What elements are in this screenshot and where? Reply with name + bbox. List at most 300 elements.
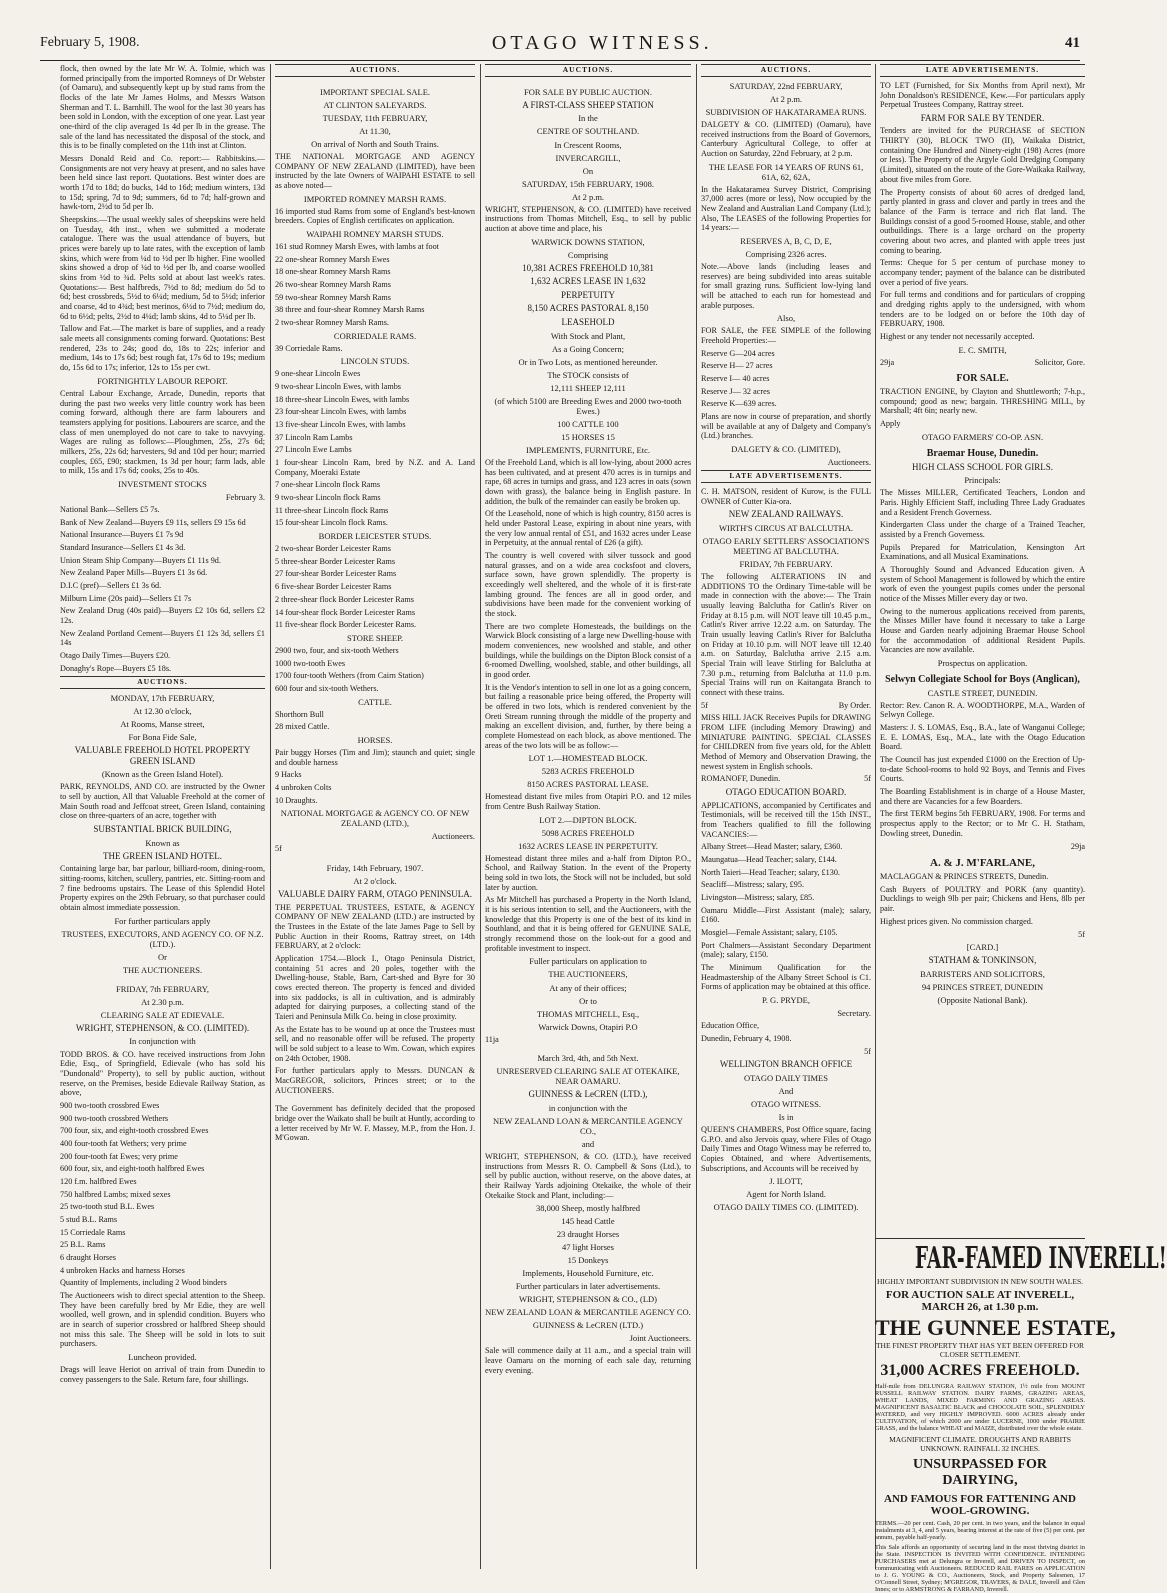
ad-body: The Misses MILLER, Certificated Teachers, London and Paris. Highly Efficient Staff, including Three Lady Graduates and a Resident French Governess. [880, 488, 1085, 517]
ad-body: For full terms and conditions and for particulars of cropping and dredging rights apply to the undersigned, with whom tenders are to be lodged on or before the 10th day of FEBRUARY, 1908. [880, 290, 1085, 329]
ad-signature: Solicitor, Gore. [1034, 357, 1085, 367]
ad-subhead: WAIPAHI ROMNEY MARSH STUDS. [306, 228, 444, 239]
stock-quote: D.I.C (pref)—Sellers £1 3s 6d. [60, 580, 162, 590]
ad-line: WRIGHT, STEPHENSON, & CO. (LIMITED). [75, 1022, 250, 1033]
list-item: 9 two-shear Lincoln flock Rams [275, 493, 381, 503]
for-sale-heading: FOR SALE. [956, 373, 1009, 385]
ad-line: In the [578, 113, 598, 124]
list-item: 1000 two-tooth Ewes [275, 658, 346, 668]
list-item: 4 unbroken Hacks and harness Horses [60, 1265, 185, 1275]
ad-line: At 12.30 o'clock, [133, 706, 192, 717]
ad-body: The Minimum Qualification for the Headmastership of the Albany Street School is C1. Forms of application may be obtained at this office. [701, 963, 871, 992]
list-item: 23 four-shear Lincoln Ewes, with lambs [275, 407, 407, 417]
ad-subhead: BORDER LEICESTER STUDS. [318, 531, 432, 542]
list-item: 25 B.L. Rams [60, 1240, 106, 1250]
list-item: 18 three-shear Lincoln Ewes, with lambs [275, 394, 410, 404]
ad-ref: 5f [275, 844, 282, 854]
ad-line: At 2.30 p.m. [141, 996, 184, 1007]
column-rule [270, 64, 271, 1569]
ad-body: For further particulars apply to Messrs. DUNCAN & MacGREGOR, solicitors, Princes street; or to the AUCTIONEERS. [275, 1066, 475, 1095]
ad-line: SATURDAY, 22nd FEBRUARY, [729, 80, 843, 91]
ad-line: PERPETUITY [561, 289, 615, 300]
ad-line: STATHAM & TONKINSON, [928, 955, 1037, 966]
ad-line: (of which 5100 are Breeding Ewes and 2000 two-tooth Ewes.) [494, 395, 682, 416]
ad-body: APPLICATIONS, accompanied by Certificates and Testimonials, will be received till the 15th INST., from Teachers qualified to fill the following VACANCIES:— [701, 800, 871, 839]
school-title: Braemar House, Dunedin. [926, 447, 1039, 459]
ad-line: LOT 2.—DIPTON BLOCK. [539, 814, 637, 825]
ad-body: The Property consists of about 60 acres of dredged land, partly planted in grass and clover and partly in trees and the balance of the Farm is terrace and rich flat land. The Buildings consist of a good 5-roomed House, stable, and other outbuildings. There is a large orchard on the property covering about two acres, and planted with apple trees just coming to bearing. [880, 187, 1085, 255]
ad-line: BARRISTERS AND SOLICITORS, [920, 968, 1045, 979]
ad-line: 12,111 SHEEP 12,111 [550, 382, 626, 393]
ad-body: MISS HILL JACK Receives Pupils for DRAWING FROM LIFE (including Memory Drawing) and MINIATURE PAINTING. SPECIAL CLASSES for CHILDREN from five years old, for the Ablett Method of Memory and Observation Drawing, the newest system in English schools. [701, 713, 871, 771]
article-paragraph: Central Labour Exchange, Arcade, Dunedin, reports that during the past two weeks very little country work has been coming forward, although there are farm labourers and teamsters applying for positions. Labourers are scarce, and the class of men unemployed do not care to take to navvying. Wages are ruling as follows:—Ploughmen, 25s, 27s 6d; milkers, 25s, 22s 6d; harvesters, 9d and 10d per hour; married couples, £65, £90; stackmen, 1s 3d per hour; farm lads, able to milk, 15s and 17s 6d; cooks, 25s to 40s. [60, 388, 265, 476]
ad-line: (Known as the Green Island Hotel). [101, 769, 224, 780]
ad-body: Note.—Above lands (including leases and reserves) are being subdivided into areas suitable for small grazing runs. Sufficient low-lying land will be attached to each run for homestead and arable purposes. [701, 262, 871, 310]
ad-body: Application 1754.—Block I., Otago Peninsula District, containing 51 acres and 20 poles, together with the Dwelling-house, Stable, Barn, Cart-shed and Byre for 30 cows erected thereon. The property is fenced and divided into six paddocks, is all in cultivation, and is admirably adapted for dairying purposes, a collecting stand of the Taieri and Peninsula Milk Co. being in close proximity. [275, 954, 475, 1022]
list-item: North Taieri—Head Teacher; salary, £130. [701, 867, 840, 877]
list-item: 25 two-tooth stud B.L. Ewes [60, 1202, 155, 1212]
ad-line: At 2 o'clock. [353, 876, 397, 887]
list-item: 145 head Cattle [561, 1216, 615, 1227]
list-item: 2 two-shear Romney Marsh Rams. [275, 318, 389, 328]
ad-subhead: IMPORTED ROMNEY MARSH RAMS. [303, 193, 447, 204]
acreage: 31,000 ACRES FREEHOLD. [880, 1361, 1080, 1379]
ad-line: 15 HORSES 15 [561, 431, 615, 442]
article-paragraph: Tallow and Fat.—The market is bare of supplies, and a ready sale meets all consignments coming forward. Quotations: Best rendered, 23s to 24s; good do, 18s to 22s; inferior and medium, 14s to 17s 6d; best rough fat, 17s 6d to 19s; medium do, 15s 6d to 17s; inferior, 12s to 15s per cwt. [60, 324, 265, 373]
ad-line: (Opposite National Bank). [937, 994, 1028, 1005]
list-item: Mosgiel—Female Assistant; salary, £105. [701, 928, 838, 938]
ad-line: Prospectus on application. [937, 657, 1028, 668]
ad-line: RESERVES A, B, C, D, E, [740, 235, 832, 246]
list-item: 39 Corriedale Rams. [275, 343, 343, 353]
stock-quote: New Zealand Paper Mills—Buyers £1 3s 6d. [60, 568, 208, 578]
ad-line: NATIONAL MORTGAGE & AGENCY CO. OF NEW ZEALAND (LTD.), [280, 808, 470, 829]
ad-body: Highest or any tender not necessarily accepted. [880, 331, 1035, 341]
ad-line: J. ILOTT, [769, 1176, 803, 1187]
ad-line: With Stock and Plant, [550, 330, 626, 341]
ad-body: Containing large bar, bar parlour, billiard-room, dining-room, sitting-rooms, kitchen, scullery, pantries, etc. Sitting-room and 7 fine bedrooms upstairs. The Lease of this Splendid Hotel Property expires on the 29th February, so that purchaser could obtain almost immediate possession. [60, 864, 265, 913]
ad-body: PARK, REYNOLDS, AND CO. are instructed by the Owner to sell by auction, All that Valuable Freehold at the corner of Main South road and Jeffcoat street, Green Island, containing close on three-quarters of an acre, together with [60, 782, 265, 821]
list-item: Reserve I— 40 acres [701, 374, 770, 384]
ad-line: P. G. PRYDE, [762, 995, 810, 1006]
list-item: 9 one-shear Lincoln Ewes [275, 369, 361, 379]
ad-body: Drags will leave Heriot on arrival of train from Dunedin to convey passengers to the Sale. Return fare, four shillings. [60, 1364, 265, 1384]
ad-line: LOT 1.—HOMESTEAD BLOCK. [528, 753, 648, 764]
ad-body: TRACTION ENGINE, by Clayton and Shuttleworth; 7-h.p., compound; good as new; bargain. THRESHING MILL, by Marshall; 4ft 6in; nearly new. [880, 387, 1085, 416]
ad-line: FOR SALE BY PUBLIC AUCTION. [524, 86, 652, 97]
ad-body: C. H. MATSON, resident of Kurow, is the FULL OWNER of Cutter Kia-ora. [701, 486, 871, 506]
list-item: 11 five-shear flock Border Leicester Rams. [275, 620, 417, 630]
ad-body: Cash Buyers of POULTRY and PORK (any quantity). Ducklings to weigh 9lb per pair; Chickens and Hens, 8lb per pair. [880, 884, 1085, 914]
ad-line: 94 PRINCES STREET, DUNEDIN [921, 981, 1044, 992]
ad-line: SUBDIVISION OF HAKATARAMEA RUNS. [705, 106, 867, 117]
ad-line: Comprising 2326 acres. [745, 248, 827, 259]
ad-body: TO LET (Furnished, for Six Months from April next), Mr John Donaldson's RESIDENCE, Kew.—For particulars apply Perpetual Trustees Company, Rattray street. [880, 80, 1085, 110]
list-item: 9 two-shear Lincoln Ewes, with lambs [275, 382, 401, 392]
ad-ref: 5f [1078, 929, 1085, 939]
ad-ref: 5f [864, 774, 871, 784]
list-item: 7 one-shear Lincoln flock Rams [275, 480, 381, 490]
ad-line: 100 CATTLE 100 [557, 418, 619, 429]
column-2 [275, 64, 475, 1564]
ad-line: WARWICK DOWNS STATION, [531, 236, 645, 247]
ad-line: Luncheon provided. [128, 1351, 197, 1362]
ad-line: March 3rd, 4th, and 5th Next. [537, 1053, 639, 1064]
ad-subhead: LINCOLN STUDS. [340, 356, 410, 367]
stock-quote: New Zealand Drug (40s paid)—Buyers £2 10s 6d, sellers £2 12s. [60, 606, 265, 625]
ad-line: For Bona Fide Sale, [128, 732, 197, 743]
ad-line: CENTRE OF SOUTHLAND. [536, 126, 640, 137]
ad-line: INVERCARGILL, [555, 152, 621, 163]
ad-line: FRIDAY, 7th FEBRUARY, [116, 983, 209, 994]
list-item: Albany Street—Head Master; salary, £360. [701, 842, 843, 852]
list-item: 900 two-tooth crossbred Ewes [60, 1100, 160, 1110]
ad-line: Or to [579, 995, 597, 1006]
ad-body: In the Hakataramea Survey District, Comprising 37,000 acres (more or less), Now occupied by the New Zealand and Australian Land Company (Ltd.); Also, The LEASES of the following Properties for 14 years:— [701, 184, 871, 233]
ad-line: AT CLINTON SALEYARDS. [323, 99, 427, 110]
ad-line: in conjunction with the [548, 1102, 628, 1113]
ad-line: NEW ZEALAND LOAN & MERCANTILE AGENCY CO., [493, 1115, 683, 1136]
ad-body: Highest prices given. No commission charged. [880, 916, 1033, 926]
inverell-advert [875, 1238, 1167, 1593]
ad-body: FOR SALE, the FEE SIMPLE of the following Freehold Properties:— [701, 326, 871, 346]
ad-signature: ROMANOFF, Dunedin. [701, 774, 781, 784]
ad-line: Also, [776, 313, 796, 324]
list-item: Maungatua—Head Teacher; salary, £144. [701, 855, 837, 865]
column-4 [701, 64, 871, 1564]
ad-line: FRIDAY, 7th FEBRUARY. [739, 558, 833, 569]
ad-line: THE LEASE FOR 14 YEARS OF RUNS 61, 61A, 62, 62A, [708, 161, 864, 182]
ad-body: There are two complete Homesteads, the buildings on the Warwick Block consisting of a large new Dwelling-house with modern conveniences, new woolshed and stable, and other buildings, while the buildings on the Dipton Block consist of a 6-roomed Dwelling, woolshed, stable, and other buildings, all in good order. [485, 621, 691, 679]
list-item: Oamaru Middle—First Assistant (male); salary, £160. [701, 905, 871, 925]
ad-body: Rector: Rev. Canon R. A. WOODTHORPE, M.A., Warden of Selwyn College. [880, 700, 1085, 720]
ad-line: The STOCK consists of [547, 369, 629, 380]
ad-line: 1,632 ACRES LEASE IN 1,632 [530, 276, 646, 287]
ad-line: 5283 ACRES FREEHOLD [541, 766, 635, 777]
ad-line: For further particulars apply [114, 915, 211, 926]
ad-body: Plans are now in course of preparation, and shortly will be available at any of Dalgety and Company's (Ltd.) branches. [701, 412, 871, 441]
ad-line: At any of their offices; [549, 982, 627, 993]
ad-line: OTAGO DAILY TIMES CO. (LIMITED). [713, 1202, 859, 1213]
column-3 [485, 64, 691, 1564]
ad-body: Homestead distant five miles from Otapiri P.O. and 12 miles from Centre Bush Railway Station. [485, 792, 691, 812]
ad-subhead: STORE SHEEP. [346, 632, 404, 643]
ad-line: and [581, 1138, 595, 1149]
inspection-text: This Sale affords an opportunity of securing land in the most thriving district in the State. INSPECTION IS INVITED WITH CONFIDENCE. INTENDING PURCHASERS met at Delungra or Inverell, and DRIVEN TO INSPECT, on communicating with Auctioneers. REDUCED RAIL FARES on APPLICATION to J. G. YOUNG & CO., Auctioneers, Stock, and Property Salesmen, 17 O'Connell Street, Sydney; M'GREGOR, TRAVERS, & DALE, Inverell and Glen Innes; or to ARMSTRONG & FARRAND, Inverell. [875, 1543, 1085, 1593]
list-item: 15 four-shear Lincoln flock Rams. [275, 518, 388, 528]
ad-line: Further particulars in later advertisements. [515, 1281, 661, 1292]
ad-body: Pupils Prepared for Matriculation, Kensington Art Examinations, and all Musical Examinations. [880, 542, 1085, 562]
masthead-rule [40, 60, 1080, 61]
advert-headline: FAR-FAMED INVERELL! [914, 1241, 1167, 1276]
auctions-heading: AUCTIONS. [701, 64, 871, 77]
ad-line: At Rooms, Manse street, [120, 719, 205, 730]
ad-line: A FIRST-CLASS SHEEP STATION [522, 99, 654, 110]
ad-body: The first TERM begins 5th FEBRUARY, 1908. For terms and prospectus apply to the Rector; or to Mr C. H. Statham, Dowling street, Dunedin. [880, 809, 1085, 838]
list-item: 15 Donkeys [567, 1255, 609, 1266]
list-item: 14 four-shear flock Border Leicester Rams [275, 607, 416, 617]
ad-body: THE NATIONAL MORTGAGE AND AGENCY COMPANY OF NEW ZEALAND (LIMITED), have been instructed by the late Owners of WAIPAHI ESTATE to sell as above noted— [275, 151, 475, 190]
ad-line: IMPLEMENTS, FURNITURE, Etc. [526, 444, 650, 455]
ad-line: MONDAY, 17th FEBRUARY, [110, 693, 215, 704]
ad-line: HIGH CLASS SCHOOL FOR GIRLS. [912, 461, 1053, 472]
list-item: 4 unbroken Colts [275, 782, 332, 792]
ad-body: A Thoroughly Sound and Advanced Education given. A system of School Management is followed by which the entire work of even the youngest pupils comes under the personal notice of the Misses Miller every day or two. [880, 564, 1085, 603]
list-item: Reserve G—204 acres [701, 348, 775, 358]
list-item: 9 Hacks [275, 770, 302, 780]
list-item: Reserve K—639 acres. [701, 399, 777, 409]
ad-signature: By Order. [838, 700, 871, 710]
ad-line: NEW ZEALAND LOAN & MERCANTILE AGENCY CO. [485, 1307, 691, 1318]
section-heading: INVESTMENT STOCKS [118, 478, 207, 489]
list-item: 28 mixed Cattle. [275, 722, 330, 732]
ad-ref: 11ja [485, 1034, 499, 1044]
column-1 [60, 64, 265, 1564]
ad-body: WRIGHT, STEPHENSON, & CO. (LTD.), have received instructions from Messrs R. O. Campbell & Sons (Ltd.), to sell by public auction, without reserve, on the above dates, at their Railway Yards adjoining Otekaike, the whole of their Otekaike Stock and Plant, including:— [485, 1151, 691, 1200]
ad-line: OTAGO EDUCATION BOARD. [725, 787, 847, 798]
dairying-line: UNSURPASSED FOR DAIRYING, [913, 1456, 1047, 1488]
ad-line: 8,150 ACRES PASTORAL 8,150 [527, 303, 649, 314]
ad-line: 10,381 ACRES FREEHOLD 10,381 [522, 262, 654, 273]
list-item: Implements, Household Furniture, etc. [522, 1268, 654, 1279]
ad-line: Auctioneers. [431, 831, 475, 842]
ad-footer [701, 701, 871, 711]
list-item: 161 stud Romney Marsh Ewes, with lambs at foot [275, 241, 439, 251]
list-item: 10 Draughts. [275, 795, 318, 805]
stock-list [60, 1101, 265, 1288]
list-item: Reserve H— 27 acres [701, 361, 773, 371]
list-item: 13 five-shear Lincoln Ewes, with lambs [275, 420, 406, 430]
advert-sale-line: FOR AUCTION SALE AT INVERELL, MARCH 26, at 1.30 p.m. [885, 1288, 1075, 1313]
list-item: 600 four, six, and eight-tooth halfbred Ewes [60, 1164, 205, 1174]
ad-line: THE AUCTIONEERS. [122, 964, 203, 975]
ad-line: Or [158, 951, 167, 962]
ad-line: TUESDAY, 11th FEBRUARY, [322, 112, 428, 123]
ad-body: Kindergarten Class under the charge of a Trained Teacher, assisted by a French Governess. [880, 520, 1085, 539]
ad-body: As the Estate has to be wound up at once the Trustees must sell, and no reasonable offer will be refused. The property will be sold subject to a lease to Wm. Cowan, which expires on 24th October, 1908. [275, 1024, 475, 1063]
column-rule [696, 64, 697, 1569]
ad-line: Auctioneers. [827, 457, 871, 468]
list-item: 11 three-shear Lincoln flock Rams [275, 505, 389, 515]
list-item: 120 f.m. halfbred Ewes [60, 1176, 137, 1186]
list-item: 2900 two, four, and six-tooth Wethers [275, 645, 399, 655]
ad-line: Fuller particulars on application to [529, 956, 647, 967]
article-paragraph: Messrs Donald Reid and Co. report:— Rabbitskins.—Consignments are not very heavy at present, and no sales have been held since last report. Quotations. Best winter does are worth 17d to 18d; do bucks, 14d to 16d; medium winters, 13d to 15d; spring, 7d to 9d; summers, 6d to 7d; half-grown and hawk-torn, 2½d to 5d per lb. [60, 154, 265, 212]
fattening-line: AND FAMOUS FOR FATTENING AND WOOL-GROWING. [884, 1492, 1076, 1517]
ad-line: In conjunction with [129, 1036, 196, 1047]
ad-subhead: CORRIEDALE RAMS. [333, 330, 417, 341]
ad-line: At 2 p.m. [769, 93, 803, 104]
ad-body: It is the Vendor's intention to sell in one lot as a going concern, but failing a reasonable price being offered, the Property will be offered in two lots, which is rendered convenient by the Oreti Stream running through the middle of the property and making an excellent division, and, further, by there being a complete Homestead on each block, as above mentioned. The areas of the two lots will be as follow:— [485, 682, 691, 750]
list-item: Livingston—Mistress; salary, £85. [701, 893, 815, 903]
ad-ref: 5f [864, 1046, 871, 1056]
ad-line: On [582, 165, 594, 176]
list-item: 700 four, six, and eight-tooth crossbred Ewes [60, 1126, 209, 1136]
ad-line: CLEARING SALE AT EDIEVALE. [100, 1009, 225, 1020]
list-item: 6 five-shear Border Leicester Rams [275, 582, 392, 592]
list-item: 200 four-tooth fat Ewes; very prime [60, 1151, 178, 1161]
ad-line: SATURDAY, 15th FEBRUARY, 1908. [521, 178, 655, 189]
ad-line: Joint Auctioneers. [629, 1333, 691, 1344]
list-item: 400 four-tooth fat Wethers; very prime [60, 1138, 187, 1148]
ad-line: OTAGO WITNESS. [751, 1098, 821, 1109]
list-item: 6 draught Horses [60, 1252, 116, 1262]
ad-line: In Crescent Rooms, [554, 139, 622, 150]
ad-line: DALGETY & CO. (LIMITED), [731, 444, 841, 455]
ad-line: WELLINGTON BRANCH OFFICE [719, 1059, 853, 1070]
ad-line: [CARD.] [966, 942, 999, 953]
list-item: 47 light Horses [562, 1242, 614, 1253]
ad-line: CASTLE STREET, DUNEDIN. [927, 687, 1038, 698]
list-item: 750 halfbred Lambs; mixed sexes [60, 1189, 171, 1199]
ad-line: IMPORTANT SPECIAL SALE. [319, 86, 431, 97]
stock-quote: Donaghy's Rope—Buyers £5 18s. [60, 663, 172, 673]
ad-body: Sale will commence daily at 11 a.m., and a special train will leave Oamaru on the morning of each sale day, returning every evening. [485, 1346, 691, 1375]
ad-line: LEASEHOLD [561, 317, 615, 328]
ad-line: TRUSTEES, EXECUTORS, AND AGENCY CO. OF N.Z. (LTD.). [61, 928, 264, 949]
list-item: 38,000 Sheep, mostly halfbred [535, 1203, 641, 1214]
stock-quote: New Zealand Portland Cement—Buyers £1 12s 3d, sellers £1 14s [60, 628, 265, 648]
ad-line: Dunedin, February 4, 1908. [701, 1033, 792, 1043]
column-5 [880, 64, 1085, 1229]
list-item: 15 Corriedale Rams [60, 1227, 126, 1237]
auctions-heading: AUCTIONS. [275, 64, 475, 77]
ad-line: Known as [145, 837, 180, 848]
stock-quote: Bank of New Zealand—Buyers £9 11s, sellers £9 15s 6d [60, 517, 246, 527]
page-number: 41 [1064, 34, 1080, 51]
climate-line: MAGNIFICENT CLIMATE. DROUGHTS AND RABBITS UNKNOWN. RAINFALL 32 INCHES. [889, 1434, 1071, 1453]
list-item: 26 two-shear Romney Marsh Rams [275, 280, 391, 289]
ad-subhead: CATTLE. [358, 696, 392, 707]
ad-body: DALGETY & CO. (LIMITED) (Oamaru), have received instructions from the Board of Governors, Canterbury Agricultural College, to offer at Auction on Saturday, 22nd February, at 2 p.m. [701, 119, 871, 158]
ad-body: Tenders are invited for the PURCHASE of SECTION THIRTY (30), BLOCK TWO (II), Waikaka District, containing One Hundred and Ninety-eight (198) Acres (more or less). The Property of the Argyle Gold Dredging Company (Limited), situated on the route of the Gore-Waikaka Railway, about five miles from Gore. [880, 126, 1085, 184]
estate-subtitle: THE FINEST PROPERTY THAT HAS YET BEEN OFFERED FOR CLOSER SETTLEMENT. [875, 1340, 1085, 1359]
ad-body: THE PERPETUAL TRUSTEES, ESTATE, & AGENCY COMPANY OF NEW ZEALAND (LTD.) are instructed by the Trustees in the Estate of the late James Page to Sell by Public Auction in their Rooms, Rattray street, on 14th FEBRUARY, at 2 o'clock: [275, 902, 475, 951]
list-item: Shorthorn Bull [275, 709, 324, 719]
ad-line: Friday, 14th February, 1907. [326, 863, 424, 873]
late-ads-heading: LATE ADVERTISEMENTS. [701, 470, 871, 483]
school-title: Selwyn Collegiate School for Boys (Anglican), [885, 673, 1080, 685]
list-item: 22 one-shear Romney Marsh Ewes [275, 254, 390, 264]
ad-body: TODD BROS. & CO. have received instructions from John Edie, Esq., of Springfield, Edievale (who has sold his "Dundonald" Property), to sell by public auction, without reserve, on the Premises, beside Edievale Railway Station, as above, [60, 1049, 265, 1098]
advert-subtitle: HIGHLY IMPORTANT SUBDIVISION IN NEW SOUTH WALES. [876, 1276, 1084, 1286]
list-item: 18 one-shear Romney Marsh Rams [275, 267, 391, 277]
ad-footer [701, 774, 871, 784]
ad-line: Or in Two Lots, as mentioned hereunder. [518, 356, 658, 367]
ad-line: VALUABLE FREEHOLD HOTEL PROPERTY GREEN ISLAND [74, 745, 251, 766]
auctions-heading: AUCTIONS. [60, 676, 265, 689]
ad-line: WIRTH'S CIRCUS AT BALCLUTHA. [718, 522, 854, 533]
masthead [40, 30, 1080, 56]
article-paragraph: Sheepskins.—The usual weekly sales of sheepskins were held on Tuesday, 4th inst., when we submitted a moderate catalogue. There was the usual attendance of buyers, but prices were barely up to late rates, with the exception of lamb skins, which were from ¼d to ½d per lb higher. Fine woolled skins showed a drop of ¼d to ½d per lb, and coarse woolled skins from ½d to ¾d. Pelts sold at about last week's rates. Quotations:— Best halfbreds, 7½d to 8d; medium do 5d to 6d; best crossbreds, 5½d to 6¼d; medium, 5d to 5½d; inferior and coarse, 4d to 4¾d; best merinos, 6½d to 7½d; medium do, 6d to 6½d; pelts, 2½d to 4¼d; lamb skins, 4d to 5¼d per lb. [60, 215, 265, 321]
stock-quote: National Bank—Sellers £5 7s. [60, 504, 160, 514]
news-paragraph: The Government has definitely decided that the proposed bridge over the Waikato shall be built at Huntly, according to a letter received by Mr W. F. Massey, M.P., from the Hon. J. M'Gowan. [275, 1104, 475, 1143]
list-item: 16 imported stud Rams from some of England's best-known breeders. Copies of English certificates on application. [275, 206, 475, 226]
ad-body: As Mr Mitchell has purchased a Property in the North Island, it is his serious intention to sell, and the Auctioneers, with the knowledge that this Property is one of the best of its kind in Southland, and that it is being offered for GENUINE SALE, strongly recommend those on the look-out for a good and profitable investment to inspect. [485, 895, 691, 953]
ad-footer [880, 358, 1085, 368]
ad-line: On arrival of North and South Trains. [311, 138, 439, 149]
estate-title: THE GUNNEE ESTATE, [875, 1314, 1116, 1340]
ad-line: GUINNESS & LeCREN (LTD.), [528, 1089, 648, 1100]
ad-body: Of the Freehold Land, which is all low-lying, about 2000 acres has been cultivated, and at present 470 acres is in turnips and rape, 68 acres in turnips and grass, and 123 acres in oats (sown down with grass), the balance being in English pasture. In addition, the bulk of the remainder can easily be broken up. [485, 457, 692, 506]
list-item: 27 four-shear Border Leicester Rams [275, 569, 397, 579]
ad-line: Apply [880, 419, 901, 429]
list-item: 38 three and four-shear Romney Marsh Rams [275, 305, 425, 315]
paper-title: OTAGO WITNESS. [491, 31, 713, 54]
column-rule [480, 64, 481, 1569]
list-item: 5 three-shear Border Leicester Rams [275, 556, 396, 566]
late-ads-heading: LATE ADVERTISEMENTS. [880, 64, 1085, 77]
list-item: 5 stud B.L. Rams [60, 1214, 118, 1224]
ad-line: Comprising [567, 249, 609, 260]
list-item: 37 Lincoln Ram Lambs [275, 432, 353, 442]
section-heading: FORTNIGHTLY LABOUR REPORT. [97, 375, 228, 386]
ad-body: Terms: Cheque for 5 per centum of purchase money to accompany tender; payment of the balance can be distributed over a period of five years. [880, 258, 1085, 287]
stock-quote: Union Steam Ship Company—Buyers £1 11s 9d. [60, 555, 221, 565]
list-item: Port Chalmers—Assistant Secondary Department (male); salary, £150. [701, 940, 871, 960]
ad-line: 8150 ACRES PASTORAL LEASE. [527, 779, 649, 790]
stock-list [60, 505, 265, 673]
list-item: 23 draught Horses [556, 1229, 620, 1240]
ad-line: Principals: [964, 475, 1001, 486]
ad-body: QUEEN'S CHAMBERS, Post Office square, facing G.P.O. and also Jervois quay, where Files of Otago Daily Times and Otago Witness may be referred to, Copies Obtained, and where Advertisements, Subscriptions, and Accounts will be received by [701, 1124, 871, 1173]
ad-line: WRIGHT, STEPHENSON & CO., (LD) [519, 1294, 657, 1305]
ad-body: Masters: J. S. LOMAS, Esq., B.A., late of Wanganui College; E. E. LOMAS, Esq., M.A., late with the Otago Education Board. [880, 723, 1085, 752]
ad-line: Secretary. [837, 1008, 871, 1019]
ad-line: GUINNESS & LeCREN (LTD.) [532, 1320, 644, 1331]
stock-quote: National Insurance—Buyers £1 7s 9d [60, 530, 184, 540]
article-paragraph: flock, then owned by the late Mr W. A. Tolmie, which was formed principally from the imported Romneys of Dr Webster (of Oamaru), and subsequently kept up by stud rams from the flocks of the late Mr James Holms, and Messrs Watson Sherman and T. L. Barnhill. The wool for the last 30 years has been sold in London, with the exception of one year. Last year one-third of the clip averaged 1s 4d per lb in the grease. The sale of the land has necessitated the disposal of the stock, and this is to be finally completed on the 11th inst at Clinton. [60, 64, 265, 151]
ad-ref: 5f [701, 700, 708, 710]
ad-body: The following ALTERATIONS IN and ADDITIONS TO the Ordinary Time-table will be made in connection with the above:— The Train usually leaving Balclutha for Catlin's River on Friday at 8.15 p.m. will NOT leave till 10.45 p.m., Catlin's River arrive 12.22 a.m. on Saturday. The Train usually leaving Catlin's River for Balclutha on Friday at 10.10 p.m. will NOT leave till 12.40 a.m. on Saturday, Balclutha arrive 2.15 a.m. Special Train will leave Stirling for Balclutha at 7.30 p.m., returning from Balclutha at 11.0 p.m. Special Trains will run on Kaitangata Branch to connect with these trains. [701, 571, 871, 698]
list-item: Pair buggy Horses (Tim and Jim); staunch and quiet; single and double harness [275, 747, 475, 767]
ad-line: At 11.30, [359, 125, 391, 136]
list-item: Reserve J— 32 acres [701, 386, 770, 396]
list-item: Seacliff—Mistress; salary, £95. [701, 880, 805, 890]
list-item: 27 Lincoln Ewe Lambs [275, 445, 352, 455]
ad-body: WRIGHT, STEPHENSON, & CO. (LIMITED) have received instructions from Thomas Mitchell, Esq., to sell by public auction at above time and place, his [485, 204, 691, 233]
ad-subhead: HORSES. [357, 734, 393, 745]
ad-body: Homestead distant three miles and a-half from Dipton P.O., School, and Railway Station. In the event of the Property being sold in two lots, the Stock will not be included, but sold later by auction. [485, 853, 691, 892]
ad-line: THE AUCTIONEERS, [548, 969, 628, 980]
ad-line: Agent for North Island. [746, 1189, 826, 1200]
ad-line: SUBSTANTIAL BRICK BUILDING, [93, 824, 232, 835]
ad-line: And [778, 1085, 794, 1096]
terms-text: TERMS.—20 per cent. Cash, 20 per cent. in two years, and the balance in equal instalments at 3, 4, and 5 years, bearing interest at the rate of five (5) per cent. per annum, payable half-yearly. [875, 1519, 1085, 1541]
ad-line: NEW ZEALAND RAILWAYS. [728, 509, 844, 520]
ad-line: Is in [778, 1111, 794, 1122]
ad-line: FARM FOR SALE BY TENDER. [920, 112, 1045, 123]
business-title: A. & J. M'FARLANE, [930, 857, 1035, 870]
ad-ref: 29ja [880, 357, 895, 367]
ad-line: OTAGO DAILY TIMES [744, 1072, 828, 1083]
ad-body: The Auctioneers wish to direct special attention to the Sheep. They have been carefully bred by Mr Edie, they are well woolled, well grown, and in splendid condition. Buyers who are in search of superior crossbred or halfbred Sheep should not miss this sale. The Sheep will be sold in lots to suit purchasers. [60, 1290, 265, 1349]
ad-line: As a Going Concern; [551, 343, 624, 354]
list-item: 2 three-shear flock Border Leicester Rams [275, 594, 414, 604]
list-item: 59 two-shear Romney Marsh Rams [275, 292, 391, 302]
ad-line: 5098 ACRES FREEHOLD [541, 827, 635, 838]
list-item: 900 two-tooth crossbred Wethers [60, 1113, 169, 1123]
issue-date: February 5, 1908. [40, 35, 140, 50]
ad-body: The country is well covered with silver tussock and good natural grasses, and on a wide area cocksfoot and clovers, surface sown, have grown splendidly. The property is exceedingly well sheltered, and the whole of it is first-rate lambing ground. The fences are all in good order, and subdivisions have been made for the convenient working of the stock. [485, 550, 691, 618]
ad-ref: 29ja [1070, 841, 1085, 851]
ad-line: THOMAS MITCHELL, Esq., [536, 1008, 640, 1019]
ad-line: E. C. SMITH, [958, 344, 1007, 355]
ad-body: Of the Leasehold, none of which is high country, 8150 acres is held under Pastoral Lease, expiring in about nine years, with the very low annual rental of £51, and 1632 acres under Lease in Perpetuity, at the annual rental of £26 (a gift). [485, 509, 691, 548]
ad-body: MACLAGGAN & PRINCES STREETS, Dunedin. [880, 872, 1049, 882]
ad-line: UNRESERVED CLEARING SALE AT OTEKAIKE, NEAR OAMARU. [496, 1066, 680, 1087]
ad-body: The Boarding Establishment is in charge of a House Master, and there are Vacancies for a few Boarders. [880, 787, 1085, 806]
